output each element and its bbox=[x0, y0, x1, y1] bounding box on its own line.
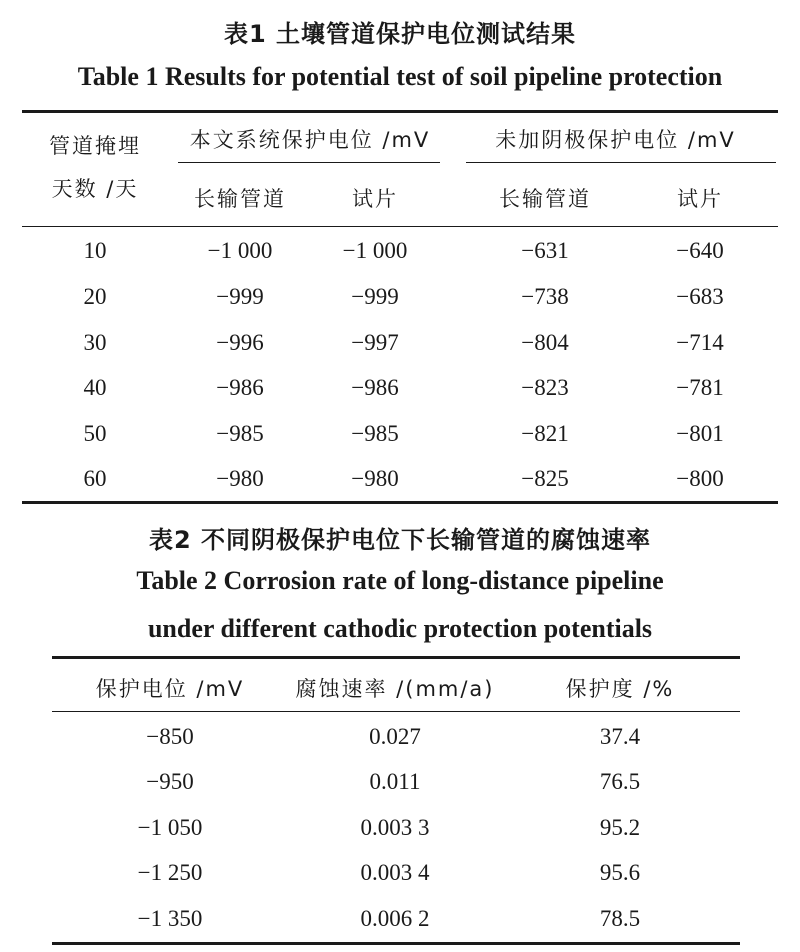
table2-header-potential: 保护电位 /mV bbox=[95, 677, 245, 701]
table2-cell-potential: −850 bbox=[146, 724, 194, 749]
table2-cell-potential: −1 250 bbox=[137, 860, 203, 885]
table1-cell-days: 10 bbox=[83, 238, 107, 263]
table2-header-corrosion-rate: 腐蚀速率 /(mm/a) bbox=[295, 677, 495, 701]
table1-cell-unprotected-pipeline: −804 bbox=[521, 330, 569, 355]
table1-header-rule bbox=[22, 226, 778, 227]
table1-cell-system-pipeline: −999 bbox=[216, 284, 264, 309]
table2-cell-corrosion-rate: 0.006 2 bbox=[360, 906, 430, 931]
table1-cell-days: 20 bbox=[83, 284, 107, 309]
table1-header-sub-pipeline1: 长输管道 bbox=[194, 187, 286, 211]
table1-cell-unprotected-coupon: −801 bbox=[676, 421, 724, 446]
table2-header-rule bbox=[52, 711, 740, 712]
table1-cell-system-coupon: −1 000 bbox=[342, 238, 408, 263]
table2-cell-potential: −1 350 bbox=[137, 906, 203, 931]
table1-header-group-unprotected: 未加阴极保护电位 /mV bbox=[495, 128, 736, 152]
table1-cell-system-coupon: −985 bbox=[351, 421, 399, 446]
table1-cell-unprotected-pipeline: −631 bbox=[521, 238, 569, 263]
table1-title-zh: 表1 土壤管道保护电位测试结果 bbox=[223, 20, 577, 48]
table1-cell-unprotected-coupon: −781 bbox=[676, 375, 724, 400]
table1-cell-unprotected-pipeline: −825 bbox=[521, 466, 569, 491]
table2-cell-corrosion-rate: 0.003 4 bbox=[360, 860, 430, 885]
table1-cell-unprotected-pipeline: −738 bbox=[521, 284, 569, 309]
table1-header-sub-pipeline2: 长输管道 bbox=[499, 187, 591, 211]
table2-cell-potential: −1 050 bbox=[137, 815, 203, 840]
table2-cell-protection-degree: 78.5 bbox=[599, 906, 641, 931]
table1-header-group-system: 本文系统保护电位 /mV bbox=[189, 128, 431, 152]
table1-cell-system-coupon: −997 bbox=[351, 330, 399, 355]
table1-cell-unprotected-pipeline: −821 bbox=[521, 421, 569, 446]
table2-cell-corrosion-rate: 0.011 bbox=[369, 769, 421, 794]
table2-cell-corrosion-rate: 0.027 bbox=[369, 724, 421, 749]
table1-cell-system-coupon: −999 bbox=[351, 284, 399, 309]
table2-cell-protection-degree: 95.6 bbox=[599, 860, 641, 885]
table2-cell-protection-degree: 37.4 bbox=[599, 724, 641, 749]
table1-title-en: Table 1 Results for potential test of soil pipeline protection bbox=[77, 62, 723, 91]
table2-title-zh: 表2 不同阴极保护电位下长输管道的腐蚀速率 bbox=[148, 526, 652, 554]
table2-cell-protection-degree: 76.5 bbox=[599, 769, 641, 794]
table1-top-rule bbox=[22, 110, 778, 113]
table1-cell-system-coupon: −986 bbox=[351, 375, 399, 400]
table1-bottom-rule bbox=[22, 501, 778, 504]
table1-header-days-line2: 天数 /天 bbox=[51, 177, 139, 201]
table1-cell-system-pipeline: −1 000 bbox=[207, 238, 273, 263]
table1-cell-system-pipeline: −996 bbox=[216, 330, 264, 355]
table2-title-en-line2: under different cathodic protection potentials bbox=[147, 614, 653, 643]
table1-cell-system-coupon: −980 bbox=[351, 466, 399, 491]
table1-group-rule-right bbox=[466, 162, 776, 163]
table1-header-days-line1: 管道掩埋 bbox=[49, 134, 141, 158]
table1-cell-days: 60 bbox=[83, 466, 107, 491]
table1-cell-unprotected-coupon: −800 bbox=[676, 466, 724, 491]
table2-top-rule bbox=[52, 656, 740, 659]
table1-header-sub-coupon2: 试片 bbox=[677, 187, 723, 211]
table2-cell-potential: −950 bbox=[146, 769, 194, 794]
table1-cell-unprotected-coupon: −683 bbox=[676, 284, 724, 309]
table2-title-en-line1: Table 2 Corrosion rate of long-distance pipeline bbox=[136, 566, 664, 595]
table1-cell-unprotected-coupon: −714 bbox=[676, 330, 724, 355]
table1-cell-unprotected-pipeline: −823 bbox=[521, 375, 569, 400]
table1-cell-system-pipeline: −985 bbox=[216, 421, 264, 446]
table2-bottom-rule bbox=[52, 942, 740, 945]
table1-cell-days: 40 bbox=[83, 375, 107, 400]
table1-cell-unprotected-coupon: −640 bbox=[676, 238, 724, 263]
table1-cell-days: 30 bbox=[83, 330, 107, 355]
table2-header-protection-degree: 保护度 /% bbox=[565, 677, 675, 701]
table1-cell-system-pipeline: −986 bbox=[216, 375, 264, 400]
table1-group-rule-left bbox=[178, 162, 440, 163]
table1-cell-system-pipeline: −980 bbox=[216, 466, 264, 491]
table1-cell-days: 50 bbox=[83, 421, 107, 446]
table1-header-sub-coupon1: 试片 bbox=[352, 187, 398, 211]
table2-cell-corrosion-rate: 0.003 3 bbox=[360, 815, 430, 840]
table2-cell-protection-degree: 95.2 bbox=[599, 815, 641, 840]
